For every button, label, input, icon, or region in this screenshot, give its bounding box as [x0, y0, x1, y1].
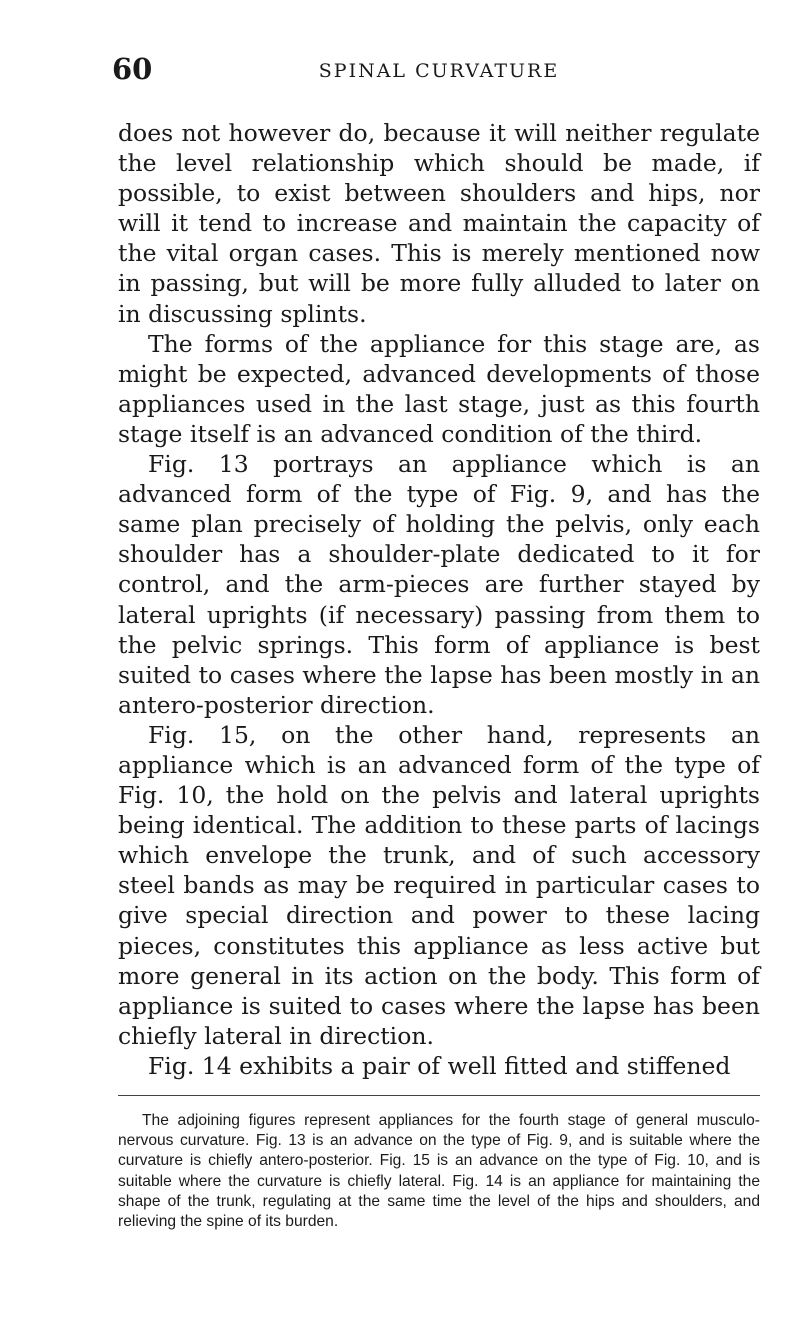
running-title: SPINAL CURVATURE: [318, 60, 560, 82]
paragraph-fig-14: Fig. 14 exhibits a pair of well fitted and stiffened: [148, 1051, 731, 1080]
paragraph-continuation: does not however do, because it will neither regulate the level relationship which should be made, if possible, to exist between shoulders and hips, nor will it tend to increase and maintain the capacity of the vital organ cases. This is merely mentioned now in passing, but will be more fully alluded to later on in discussing splints.: [118, 119, 760, 328]
page-number: 60: [112, 52, 153, 86]
paragraph-appliance-forms: The forms of the appliance for this stage are, as might be expected, advanced developments of those appliances used in the last stage, just as this fourth stage itself is an advanced condition of the third.: [118, 329, 760, 448]
body-text: [118, 118, 760, 1081]
running-head: [112, 52, 760, 92]
book-page: [112, 52, 760, 1232]
paragraph-fig-15: Fig. 15, on the other hand, represents an appliance which is an advanced form of the type of Fig. 10, the hold on the pelvis and lateral uprights being identical. The addition to these parts of lacings which envelope the trunk, and of such accessory steel bands as may be required in particular cases to give special direction and power to these lacing pieces, constitutes this appliance as less active but more general in its action on the body. This form of appliance is suited to cases where the lapse has been chiefly lateral in direction.: [118, 720, 760, 1050]
footnote-divider: [118, 1095, 760, 1096]
figure-caption-footnote: The adjoining figures represent appliances for the fourth stage of general musculo-nervous curvature. Fig. 13 is an advance on the type of Fig. 9, and is suitable where the curvature is chiefly antero-posterior. Fig. 15 is an advance on the type of Fig. 10, and is suitable where the curvature is chiefly lateral. Fig. 14 is an appliance for maintaining the shape of the trunk, regulating at the same time the level of the hips and shoulders, and relieving the spine of its burden.: [118, 1112, 760, 1231]
paragraph-fig-13: Fig. 13 portrays an appliance which is an advanced form of the type of Fig. 9, and has the same plan precisely of holding the pelvis, only each shoulder has a shoulder-plate dedicated to it for control, and the arm-pieces are further stayed by lateral uprights (if necessary) passing from them to the pelvic springs. This form of appliance is best suited to cases where the lapse has been mostly in an antero-posterior direction.: [118, 450, 760, 719]
